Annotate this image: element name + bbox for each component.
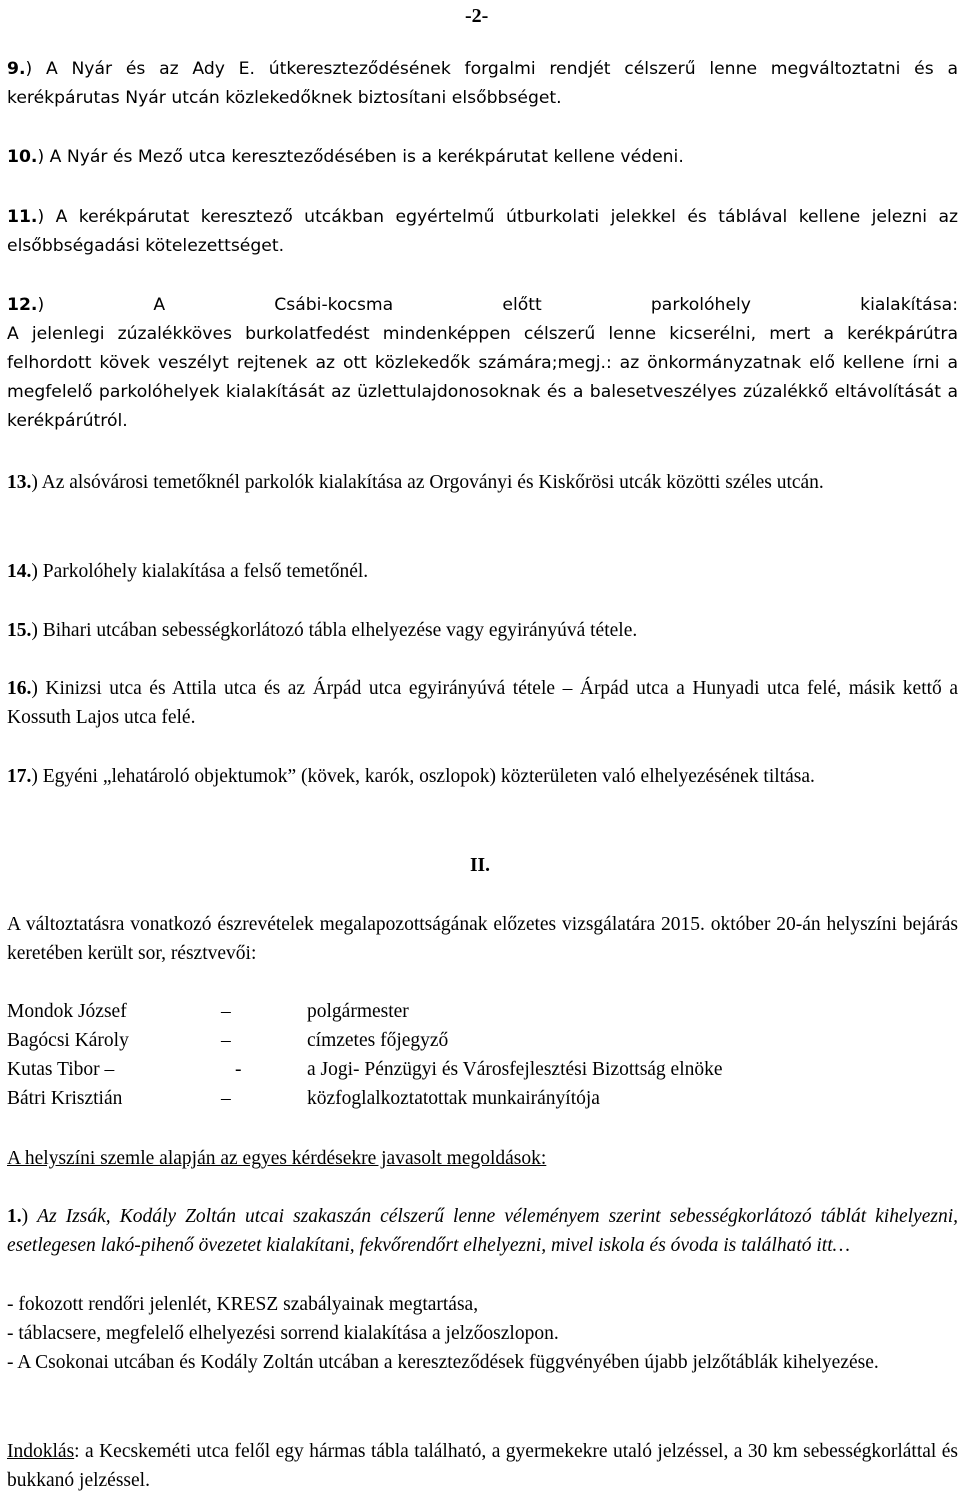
item-text: ) A Nyár és Mező utca kereszteződésében is a kerékpárutat kellene védeni. [37,147,684,167]
participant-role: polgármester [307,1001,409,1022]
item-number: 9. [7,59,26,79]
page-number: -2- [465,5,489,27]
item-number: 15. [7,620,32,641]
section-title: II. [469,855,491,876]
item-text: ) Kinizsi utca és Attila utca és az Árpád utca egyirányúvá tétele – Árpád utca a Hunyadi utca felé, másik kettő a Kossuth Lajos utca felé. [7,678,958,728]
participant-dash: – [221,1088,231,1109]
solution-1 [7,1202,958,1260]
rationale [7,1437,958,1495]
solution-bullet: - fokozott rendőri jelenlét, KRESZ szabályainak megtartása, [7,1294,479,1315]
rationale-label: Indoklás [7,1441,75,1462]
item-text: ) Az alsóvárosi temetőknél parkolók kialakítása az Orgoványi és Kiskőrösi utcák közötti széles utcán. [31,472,824,493]
item-number: 17. [7,766,32,787]
participant-dash: – [221,1030,231,1051]
participant-dash: - [235,1059,242,1080]
item-text: ) Bihari utcában sebességkorlátozó tábla elhelyezése vagy egyirányúvá tétele. [31,620,638,641]
item-number: 16. [7,678,32,699]
item-text: ) Parkolóhely kialakítása a felső temetőnél. [31,561,369,582]
list-item-13 [7,468,958,497]
intro-paragraph: A változtatásra vonatkozó észrevételek megalapozottságának előzetes vizsgálatára 2015. október 20-án helyszíni bejárás keretében került sor, résztvevői: [7,914,958,964]
list-item-16 [7,674,958,732]
list-item-12-body [7,320,958,436]
item-number: 11. [7,207,38,227]
participant-name: Bagócsi Károly [7,1030,129,1051]
item-number: 13. [7,472,32,493]
participant-role: a Jogi- Pénzügyi és Városfejlesztési Bizottság elnöke [307,1059,723,1080]
participant-name: Bátri Krisztián [7,1088,123,1109]
solution-number: 1. [7,1206,22,1227]
solution-bullet: - A Csokonai utcában és Kodály Zoltán utcában a kereszteződések függvényében újabb jelzőtáblák kihelyezése. [7,1352,879,1373]
solution-text: Az Izsák, Kodály Zoltán utcai szakaszán célszerű lenne véleményem szerint sebességkorlátozó táblát kihelyezni, esetlegesen lakó-pihenő övezetet kialakítani, fekvőrendőrt elhelyezni, mivel iskola és óvoda is található itt… [7,1206,958,1256]
item-number: 12. [7,295,38,315]
item-text: ) A Nyár és az Ady E. útkereszteződésének forgalmi rendjét célszerű lenne megváltoztatni és a kerékpárutas Nyár utcán közlekedőknek biztosítani elsőbbséget. [7,59,958,108]
item-continuation: A jelenlegi zúzalékköves burkolatfedést mindenképpen célszerű lenne kicserélni, mert a kerékpárútra felhordott kövek veszélyt rejtenek az ott közlekedők számára;megj.: az önkormányzatnak elő kellene írni a megfelelő parkolóhelyek kialakítását az üzlettulajdonosoknak és a balesetveszélyes zúzalékkő eltávolítását a kerékpárútról. [7,324,958,431]
rationale-text: : a Kecskeméti utca felől egy hármas tábla található, a gyermekekre utaló jelzéssel, a 30 km sebességkorláttal és bukkanó jelzéssel. [7,1441,958,1491]
solution-bullet: - táblacsere, megfelelő elhelyezési sorrend kialakítása a jelzőoszlopon. [7,1323,559,1344]
participant-dash: – [221,1001,231,1022]
item-text: ) A Csábi-kocsma előtt parkolóhely kialakítása: [37,295,958,315]
participant-name: Mondok József [7,1001,127,1022]
solutions-heading: A helyszíni szemle alapján az egyes kérdésekre javasolt megoldások: [7,1148,547,1169]
list-item-15 [7,616,958,645]
participant-role: címzetes főjegyző [307,1030,449,1051]
item-number: 10. [7,147,38,167]
participant-role: közfoglalkoztatottak munkairányítója [307,1088,600,1109]
participant-name: Kutas Tibor – [7,1059,115,1080]
solution-paren: ) [21,1206,29,1227]
list-item-9 [7,55,958,113]
list-item-12-heading [7,291,958,320]
list-item-17 [7,762,958,791]
item-text: ) A kerékpárutat keresztező utcákban egyértelmű útburkolati jelekkel és táblával kellene jelezni az elsőbbségadási kötelezettséget. [7,207,958,256]
list-item-10 [7,143,958,172]
item-number: 14. [7,561,32,582]
item-text: ) Egyéni „lehatároló objektumok” (kövek, karók, oszlopok) közterületen való elhelyezésének tiltása. [31,766,815,787]
list-item-11 [7,203,958,261]
list-item-14 [7,557,958,586]
